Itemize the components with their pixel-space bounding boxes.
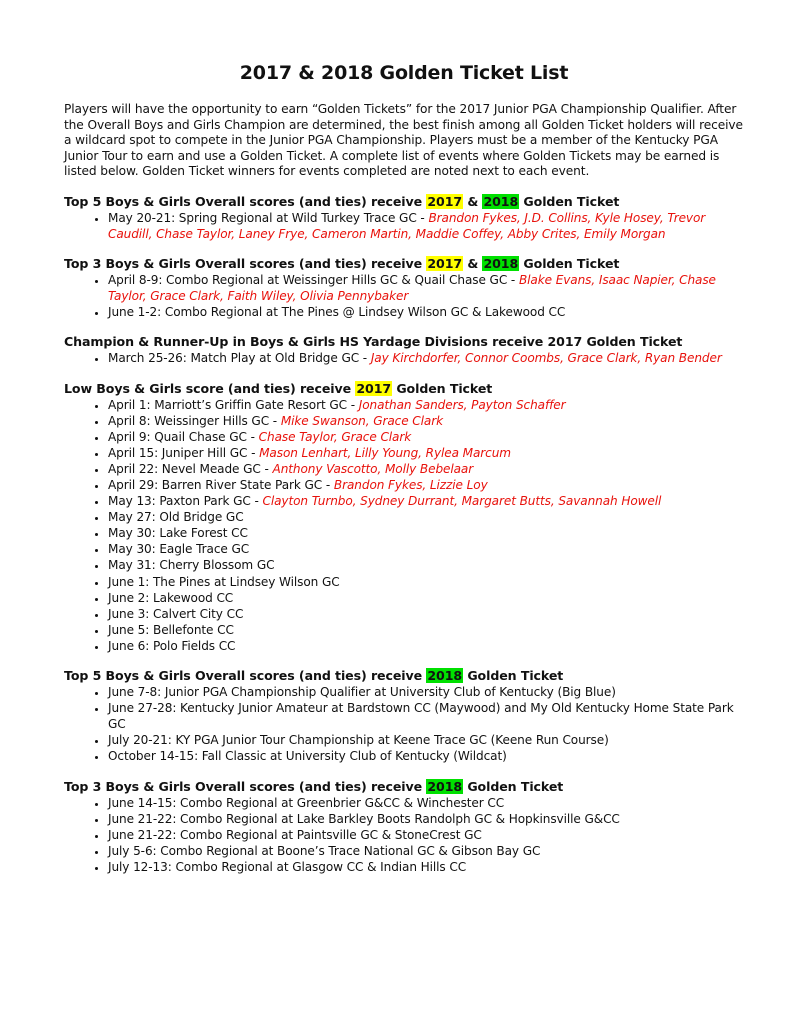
event-name: May 20-21: Spring Regional at Wild Turkey Trace GC <box>108 210 417 225</box>
event-list-item <box>108 748 744 764</box>
event-list <box>64 684 744 764</box>
event-list-item <box>108 525 744 541</box>
event-list-item: • April 1: Marriott’s Griffin Gate Resort GC - Jonathan Sanders, Payton Schaffer <box>108 397 744 413</box>
ticket-section <box>64 779 744 875</box>
event-name: April 8: Weissinger Hills GC <box>108 413 270 428</box>
event-list-item: • April 29: Barren River State Park GC - Brandon Fykes, Lizzie Loy <box>108 477 744 493</box>
event-name: April 22: Nevel Meade GC <box>108 461 261 476</box>
event-name: June 6: Polo Fields CC <box>108 638 236 653</box>
heading-text: Golden Ticket <box>392 380 493 396</box>
event-name: April 9: Quail Chase GC <box>108 429 247 444</box>
event-list-item <box>108 684 744 700</box>
event-winners: Mike Swanson, Grace Clark <box>280 413 443 428</box>
event-name: March 25-26: Match Play at Old Bridge GC <box>108 351 360 366</box>
ticket-section <box>64 381 744 655</box>
event-winners: Anthony Vascotto, Molly Bebelaar <box>272 461 474 476</box>
event-list-item: • April 9: Quail Chase GC - Chase Taylor, Grace Clark <box>108 429 744 445</box>
event-name: July 12-13: Combo Regional at Glasgow CC & Indian Hills CC <box>108 859 467 874</box>
event-winners: Blake Evans, Isaac Napier, Chase Taylor, Grace Clark, Faith Wiley, Olivia Pennybaker <box>108 273 716 304</box>
event-name: May 30: Eagle Trace GC <box>108 542 250 557</box>
event-name: May 30: Lake Forest CC <box>108 526 248 541</box>
event-list-item <box>108 509 744 525</box>
event-list-item <box>108 304 744 320</box>
event-name: June 7-8: Junior PGA Championship Qualifier at University Club of Kentucky (Big Blue) <box>108 685 616 700</box>
section-heading <box>64 381 744 397</box>
document-page <box>64 62 744 889</box>
event-list-item: • April 15: Juniper Hill GC - Mason Lenhart, Lilly Young, Rylea Marcum <box>108 445 744 461</box>
event-winners: Brandon Fykes, J.D. Collins, Kyle Hosey, Trevor Caudill, Chase Taylor, Laney Frye, Cameron Martin, Maddie Coffey, Abby Crites, Emily Morgan <box>108 210 706 242</box>
event-name: June 3: Calvert City CC <box>108 606 244 621</box>
heading-text: Champion & Runner-Up in Boys & Girls HS Yardage Divisions receive 2017 Golden Ticket <box>64 334 683 350</box>
event-list-item <box>108 541 744 557</box>
event-list-item <box>108 859 744 875</box>
event-list-item: • April 22: Nevel Meade GC - Anthony Vascotto, Molly Bebelaar <box>108 461 744 477</box>
sections-container <box>64 194 744 875</box>
event-list-item: • May 20-21: Spring Regional at Wild Turkey Trace GC - Brandon Fykes, J.D. Collins, Kyle Hosey, Trevor Caudill, Chase Taylor, Laney Frye, Cameron Martin, Maddie Coffey, Abby Crites, Emily Morgan <box>108 210 744 242</box>
event-list-item: • May 13: Paxton Park GC - Clayton Turnbo, Sydney Durrant, Margaret Butts, Savannah Howell <box>108 493 744 509</box>
heading-text: Golden Ticket <box>519 193 620 209</box>
event-winners: Mason Lenhart, Lilly Young, Rylea Marcum <box>259 445 511 460</box>
event-list-item <box>108 574 744 590</box>
event-list-item <box>108 732 744 748</box>
event-list <box>64 350 744 366</box>
event-name: June 21-22: Combo Regional at Lake Barkley Boots Randolph GC & Hopkinsville G&CC <box>108 811 620 826</box>
year-2018-highlight: 2018 <box>483 193 519 209</box>
event-name: April 8-9: Combo Regional at Weissinger Hills GC & Quail Chase GC <box>108 273 508 288</box>
event-list-item <box>108 590 744 606</box>
event-list <box>64 397 744 655</box>
event-name: April 1: Marriott’s Griffin Gate Resort GC <box>108 397 347 412</box>
event-name: June 5: Bellefonte CC <box>108 622 234 637</box>
event-list-item: • March 25-26: Match Play at Old Bridge GC - Jay Kirchdorfer, Connor Coombs, Grace Clark, Ryan Bender <box>108 350 744 366</box>
year-2018-highlight: 2018 <box>483 256 519 272</box>
heading-joiner: & <box>463 193 483 209</box>
event-list-item <box>108 557 744 573</box>
event-name: May 31: Cherry Blossom GC <box>108 558 275 573</box>
section-heading <box>64 334 744 350</box>
heading-text: Low Boys & Girls score (and ties) receive <box>64 380 356 396</box>
event-winners: Clayton Turnbo, Sydney Durrant, Margaret Butts, Savannah Howell <box>262 494 662 509</box>
year-2017-highlight: 2017 <box>356 380 392 396</box>
heading-text: Top 5 Boys & Girls Overall scores (and ties) receive <box>64 193 427 209</box>
year-2017-highlight: 2017 <box>427 193 463 209</box>
event-name: June 27-28: Kentucky Junior Amateur at Bardstown CC (Maywood) and My Old Kentucky Home State Park GC <box>108 701 734 732</box>
ticket-section <box>64 334 744 366</box>
heading-joiner: & <box>463 256 483 272</box>
heading-text: Golden Ticket <box>463 668 564 684</box>
event-list <box>64 210 744 242</box>
year-2018-highlight: 2018 <box>427 778 463 794</box>
event-winners: Brandon Fykes, Lizzie Loy <box>333 478 488 492</box>
event-list-item: • April 8: Weissinger Hills GC - Mike Swanson, Grace Clark <box>108 413 744 429</box>
event-list-item <box>108 606 744 622</box>
event-name: October 14-15: Fall Classic at University Club of Kentucky (Wildcat) <box>108 749 507 764</box>
event-name: June 1-2: Combo Regional at The Pines @ Lindsey Wilson GC & Lakewood CC <box>108 305 566 320</box>
event-name: April 15: Juniper Hill GC <box>108 445 248 460</box>
event-list-item <box>108 811 744 827</box>
year-2018-highlight: 2018 <box>427 668 463 684</box>
document-title: 2017 & 2018 Golden Ticket List <box>239 62 569 84</box>
section-heading <box>64 779 744 795</box>
heading-text: Top 5 Boys & Girls Overall scores (and ties) receive <box>64 668 427 684</box>
event-list <box>64 272 744 320</box>
event-list-item: • April 8-9: Combo Regional at Weissinger Hills GC & Quail Chase GC - Blake Evans, Isaac Napier, Chase Taylor, Grace Clark, Faith Wiley, Olivia Pennybaker <box>108 272 744 304</box>
event-list-item <box>108 622 744 638</box>
event-list <box>64 795 744 875</box>
event-name: June 2: Lakewood CC <box>108 590 234 605</box>
event-name: May 27: Old Bridge GC <box>108 510 244 525</box>
heading-text: Golden Ticket <box>463 778 564 794</box>
event-winners: Jay Kirchdorfer, Connor Coombs, Grace Clark, Ryan Bender <box>370 351 722 366</box>
event-list-item <box>108 843 744 859</box>
ticket-section <box>64 668 744 764</box>
event-name: July 20-21: KY PGA Junior Tour Championship at Keene Trace GC (Keene Run Course) <box>108 733 609 748</box>
event-list-item <box>108 638 744 654</box>
intro-paragraph: Players will have the opportunity to earn “Golden Tickets” for the 2017 Junior PGA Championship Qualifier. After the Overall Boys and Girls Champion are determined, the best finish among all Golden Ticket holders will receive a wildcard spot to compete in the Junior PGA Championship. Players must be a member of the Kentucky PGA Junior Tour to earn and use a Golden Ticket. A complete list of events where Golden Tickets may be earned is listed below. Golden Ticket winners for events completed are noted next to each event. <box>64 102 743 179</box>
event-name: June 14-15: Combo Regional at Greenbrier G&CC & Winchester CC <box>108 795 505 810</box>
section-heading <box>64 668 744 684</box>
event-name: June 1: The Pines at Lindsey Wilson GC <box>108 574 340 589</box>
event-list-item <box>108 827 744 843</box>
ticket-section <box>64 194 744 242</box>
event-list-item <box>108 700 744 732</box>
event-list-item <box>108 795 744 811</box>
event-winners: Jonathan Sanders, Payton Schaffer <box>358 397 566 412</box>
event-name: July 5-6: Combo Regional at Boone’s Trace National GC & Gibson Bay GC <box>108 843 541 858</box>
section-heading <box>64 194 744 210</box>
event-name: April 29: Barren River State Park GC <box>108 478 323 492</box>
ticket-section <box>64 256 744 320</box>
event-winners: Chase Taylor, Grace Clark <box>258 429 412 444</box>
heading-text: Top 3 Boys & Girls Overall scores (and ties) receive <box>64 778 427 794</box>
heading-text: Golden Ticket <box>519 256 620 272</box>
event-name: May 13: Paxton Park GC <box>108 494 251 509</box>
heading-text: Top 3 Boys & Girls Overall scores (and ties) receive <box>64 256 427 272</box>
year-2017-highlight: 2017 <box>427 256 463 272</box>
section-heading <box>64 256 744 272</box>
event-name: June 21-22: Combo Regional at Paintsville GC & StoneCrest GC <box>108 827 482 842</box>
